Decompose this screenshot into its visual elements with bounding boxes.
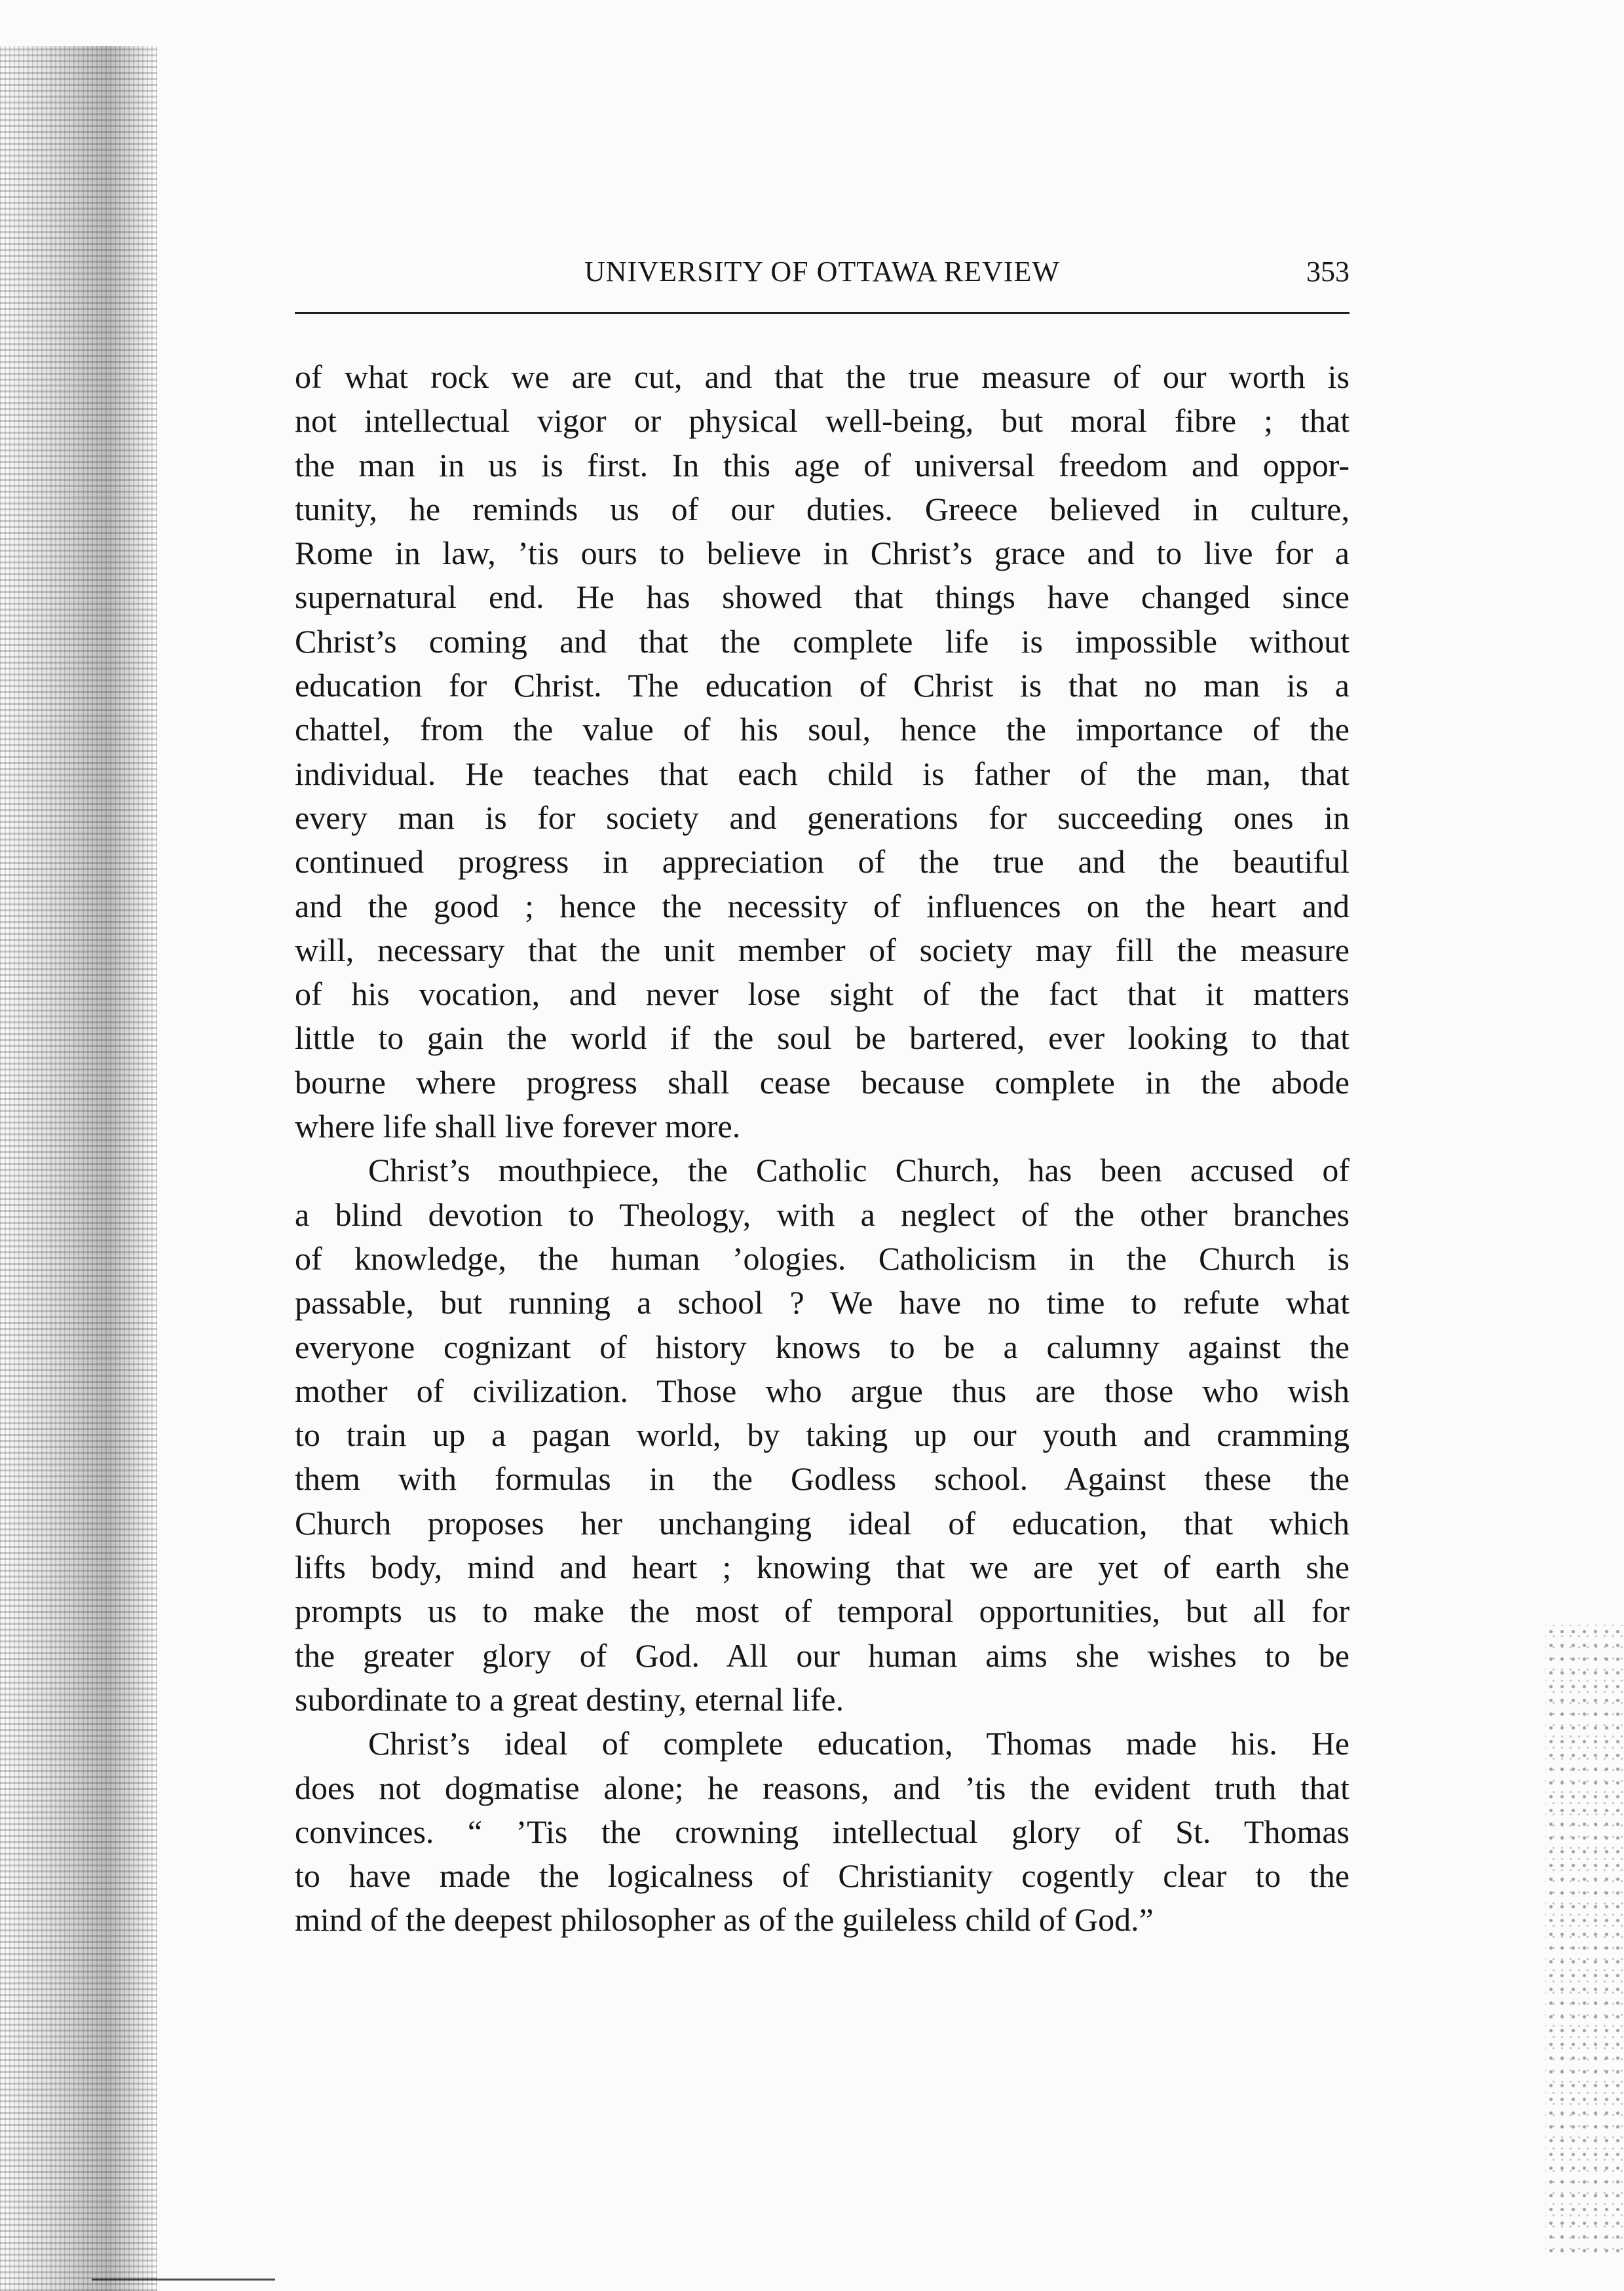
text-line: little to gain the world if the soul be bartered, ever looking to that (295, 1019, 1350, 1057)
text-line: the man in us is first. In this age of universal freedom and oppor- (295, 446, 1350, 483)
binding-edge-scan-artifact (0, 46, 157, 2291)
bottom-edge-mark (92, 2279, 275, 2281)
text-line: continued progress in appreciation of the true and the beautiful (295, 843, 1350, 880)
text-line: a blind devotion to Theology, with a neglect of the other branches (295, 1196, 1350, 1233)
paragraph-start-line: Christ’s mouthpiece, the Catholic Church, has been accused of (368, 1152, 1350, 1189)
text-line: of what rock we are cut, and that the true measure of our worth is (295, 358, 1350, 395)
text-line: convinces. “ ’Tis the crowning intellectual glory of St. Thomas (295, 1813, 1350, 1850)
text-line: chattel, from the value of his soul, hence the importance of the (295, 711, 1350, 748)
page-number: 353 (1306, 256, 1350, 288)
text-line: supernatural end. He has showed that things have changed since (295, 578, 1350, 616)
paragraph-end-line: mind of the deepest philosopher as of the guileless child of God.” (295, 1901, 1154, 1939)
text-line: of his vocation, and never lose sight of the fact that it matters (295, 975, 1350, 1013)
text-line: mother of civilization. Those who argue thus are those who wish (295, 1372, 1350, 1409)
text-line: Rome in law, ’tis ours to believe in Christ’s grace and to live for a (295, 535, 1350, 572)
text-line: Church proposes her unchanging ideal of education, that which (295, 1504, 1350, 1542)
text-line: lifts body, mind and heart ; knowing that we are yet of earth she (295, 1549, 1350, 1586)
text-line: passable, but running a school ? We have no time to refute what (295, 1284, 1350, 1321)
text-line: individual. He teaches that each child is father of the man, that (295, 755, 1350, 792)
text-line: will, necessary that the unit member of society may fill the measure (295, 931, 1350, 968)
scan-speckle-artifact (1545, 1625, 1624, 2254)
text-line: to train up a pagan world, by taking up our youth and cramming (295, 1416, 1350, 1454)
text-line: prompts us to make the most of temporal opportunities, but all for (295, 1593, 1350, 1630)
paragraph-end-line: where life shall live forever more. (295, 1108, 741, 1145)
text-line: does not dogmatise alone; he reasons, and ’tis the evident truth that (295, 1769, 1350, 1806)
text-line: and the good ; hence the necessity of influences on the heart and (295, 887, 1350, 924)
text-line: Christ’s coming and that the complete life is impossible without (295, 622, 1350, 660)
text-line: every man is for society and generations for succeeding ones in (295, 799, 1350, 836)
paragraph-end-line: subordinate to a great destiny, eternal life. (295, 1680, 844, 1718)
text-line: the greater glory of God. All our human aims she wishes to be (295, 1637, 1350, 1674)
text-line: everyone cognizant of history knows to be a calumny against the (295, 1328, 1350, 1365)
header-rule (295, 312, 1350, 314)
text-line: them with formulas in the Godless school. Against these the (295, 1460, 1350, 1498)
body-text (295, 355, 1350, 1942)
text-line: to have made the logicalness of Christianity cogently clear to the (295, 1857, 1350, 1895)
text-line: education for Christ. The education of Christ is that no man is a (295, 667, 1350, 704)
paragraph-start-line: Christ’s ideal of complete education, Thomas made his. He (368, 1725, 1350, 1762)
text-line: bourne where progress shall cease because complete in the abode (295, 1063, 1350, 1101)
running-title: UNIVERSITY OF OTTAWA REVIEW (584, 256, 1060, 288)
page-header (295, 252, 1350, 298)
text-line: of knowledge, the human ’ologies. Catholicism in the Church is (295, 1240, 1350, 1277)
text-line: not intellectual vigor or physical well-being, but moral fibre ; that (295, 402, 1350, 440)
text-line: tunity, he reminds us of our duties. Greece believed in culture, (295, 490, 1350, 527)
